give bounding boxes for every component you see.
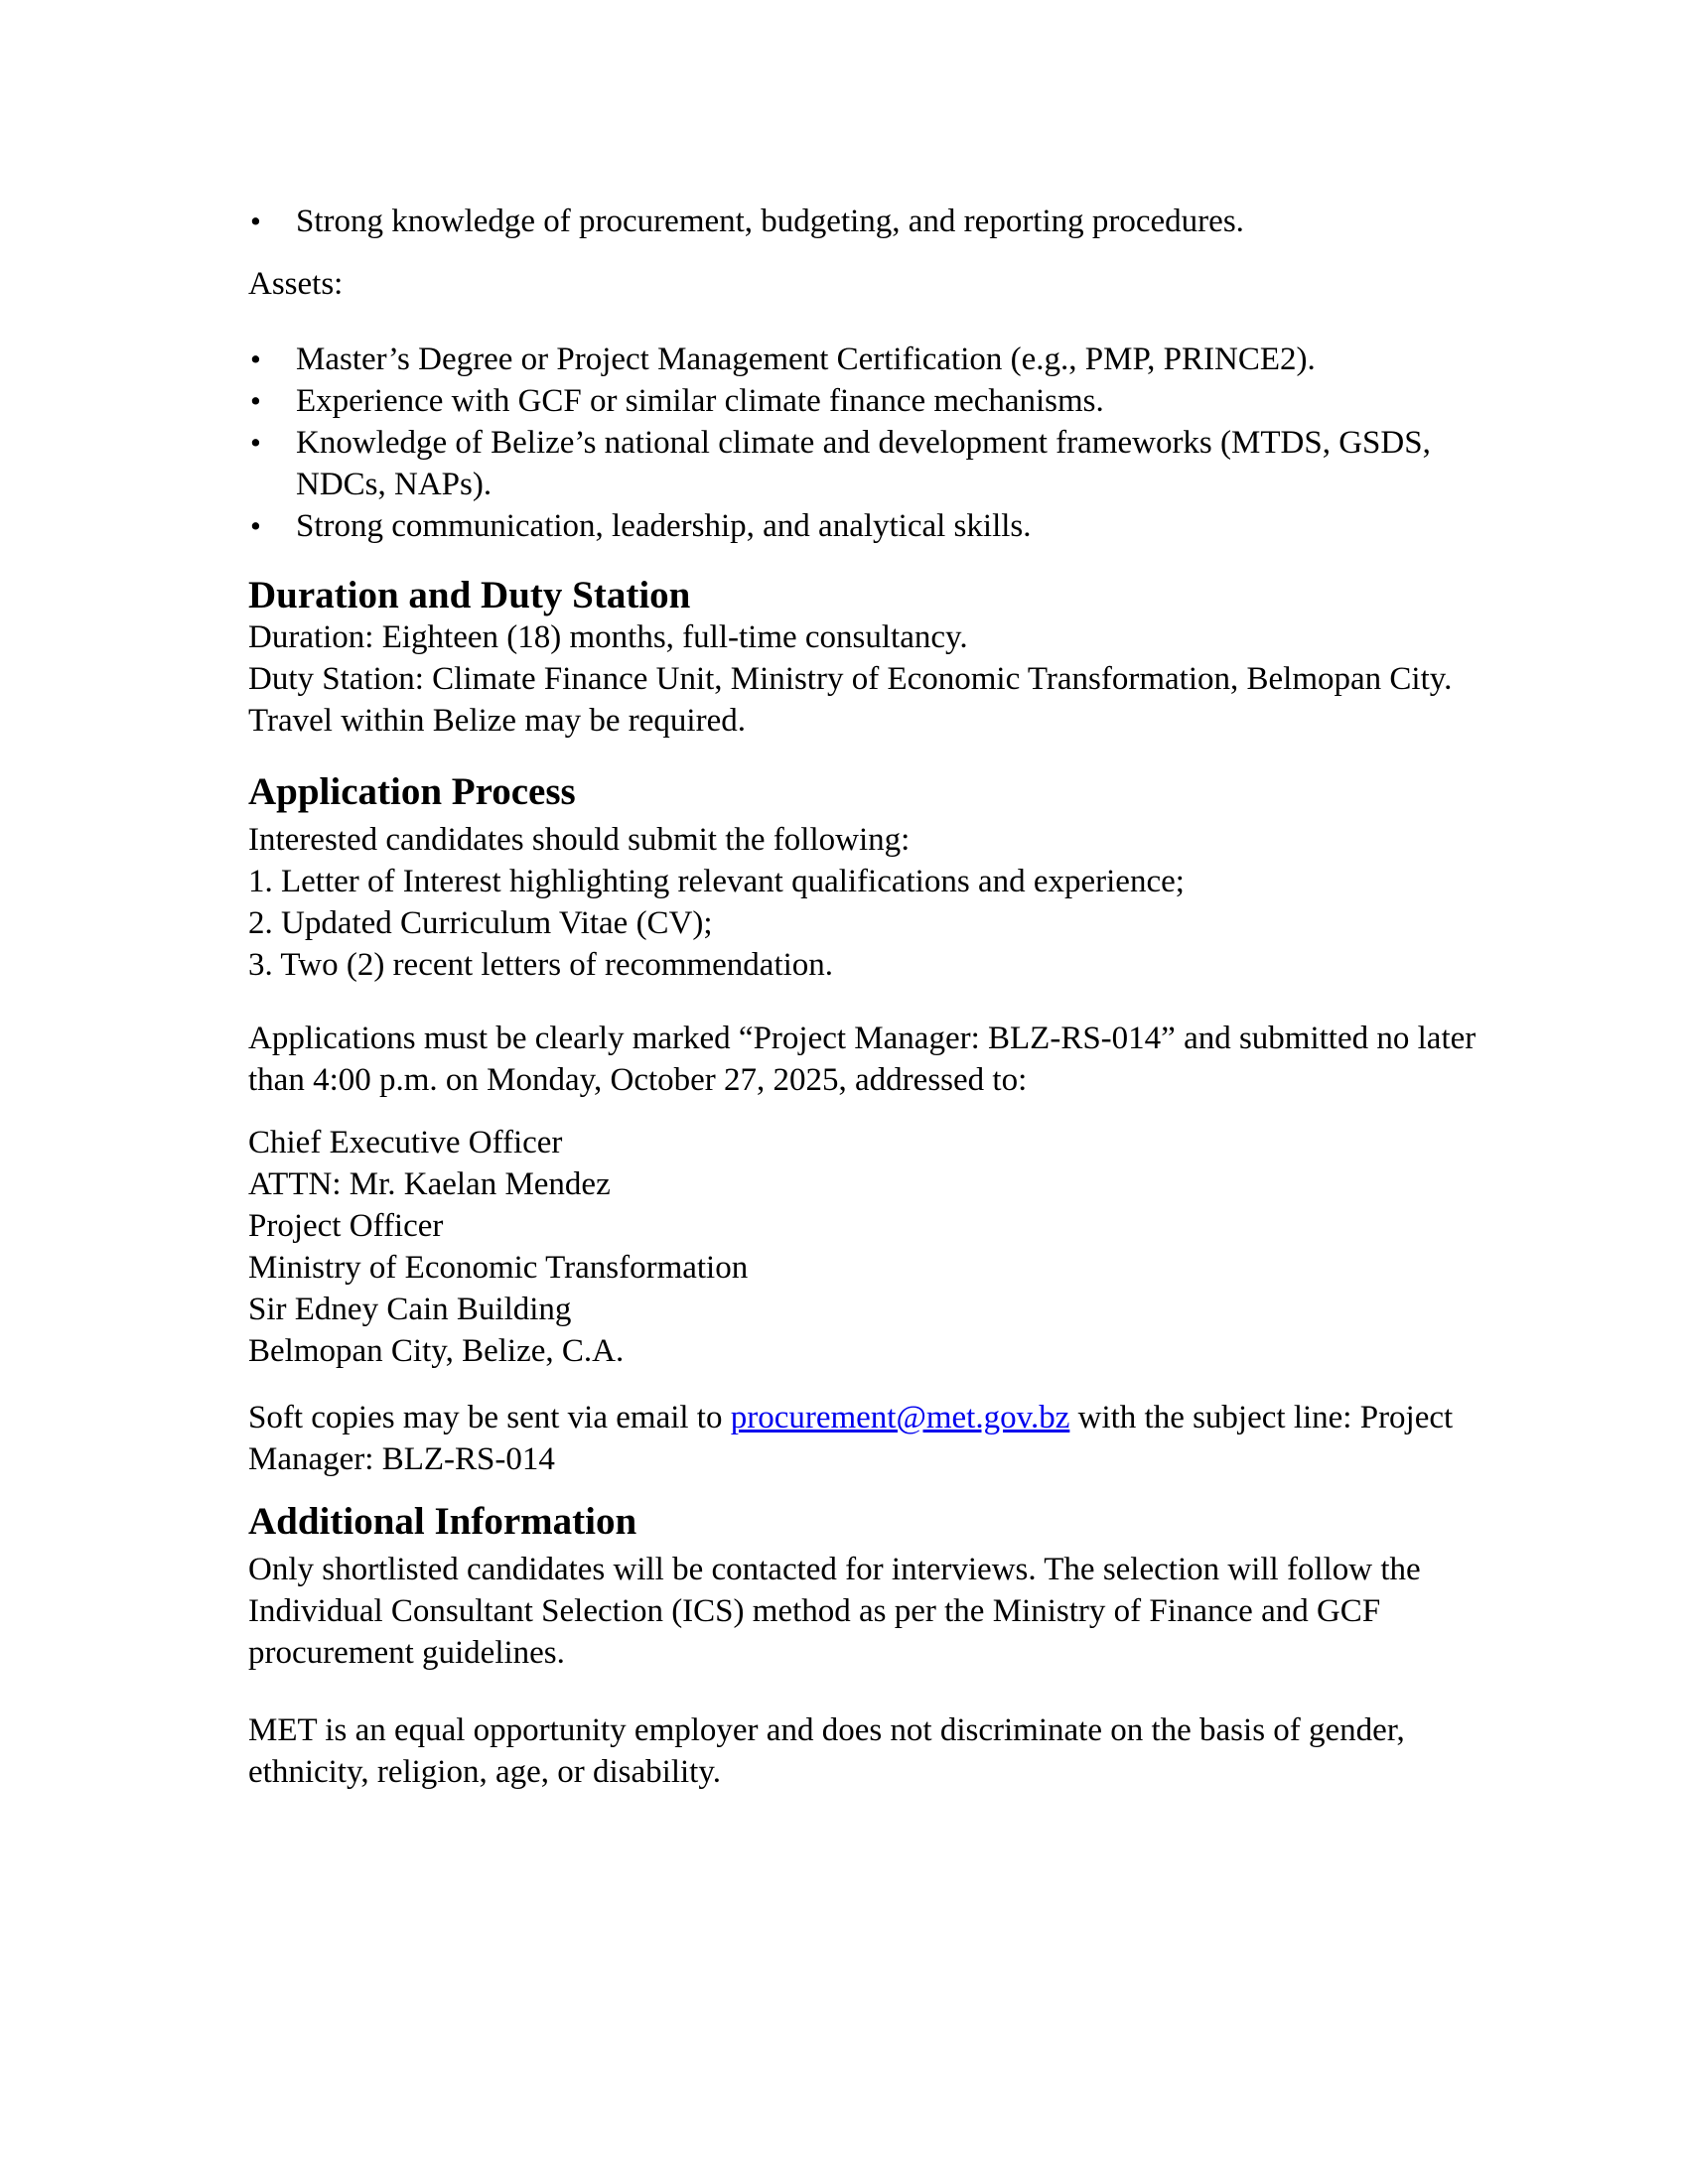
shortlist-paragraph <box>248 1549 1450 1674</box>
section-heading-additional: Additional Information <box>248 1500 637 1543</box>
email-text-before: Soft copies may be sent via email to <box>248 1400 731 1435</box>
text-line: MET is an equal opportunity employer and does not discriminate on the basis of gender, <box>248 1712 1405 1748</box>
address-line: ATTN: Mr. Kaelan Mendez <box>248 1166 611 1202</box>
text-line: procurement guidelines. <box>248 1635 565 1671</box>
section-heading-duration: Duration and Duty Station <box>248 574 691 616</box>
text-line: Manager: BLZ-RS-014 <box>248 1441 555 1477</box>
bullet-icon: • <box>250 383 261 418</box>
text-line: than 4:00 p.m. on Monday, October 27, 2025, addressed to: <box>248 1062 1028 1098</box>
bullet-icon: • <box>250 508 261 543</box>
list-item-text: Strong communication, leadership, and analytical skills. <box>296 508 1032 544</box>
address-line: Sir Edney Cain Building <box>248 1292 572 1327</box>
email-text-after: with the subject line: Project <box>1069 1400 1454 1435</box>
list-item-text: Knowledge of Belize’s national climate and development frameworks (MTDS, GSDS, <box>296 425 1431 461</box>
address-line: Chief Executive Officer <box>248 1125 563 1160</box>
section-heading-application: Application Process <box>248 770 576 813</box>
address-line: Ministry of Economic Transformation <box>248 1250 749 1286</box>
email-link[interactable]: procurement@met.gov.bz <box>730 1400 1070 1435</box>
list-item <box>248 339 1450 380</box>
list-item-text-continued: NDCs, NAPs). <box>296 467 492 502</box>
address-line: Belmopan City, Belize, C.A. <box>248 1333 625 1369</box>
application-intro-paragraph <box>248 819 1450 986</box>
text-line: Travel within Belize may be required. <box>248 703 746 739</box>
list-item <box>248 505 1450 547</box>
list-item <box>248 422 1450 505</box>
bullet-icon: • <box>250 341 261 376</box>
text-line <box>248 1397 1454 1438</box>
numbered-item: 1. Letter of Interest highlighting relevant qualifications and experience; <box>248 864 1185 899</box>
list-item-text: Experience with GCF or similar climate finance mechanisms. <box>296 383 1104 419</box>
numbered-item: 2. Updated Curriculum Vitae (CV); <box>248 905 713 941</box>
bullet-icon: • <box>250 425 261 460</box>
email-paragraph <box>248 1397 1454 1480</box>
marking-paragraph <box>248 1018 1477 1101</box>
list-item-text: Master’s Degree or Project Management Certification (e.g., PMP, PRINCE2). <box>296 341 1316 377</box>
text-line: Only shortlisted candidates will be contacted for interviews. The selection will follow the <box>248 1552 1421 1587</box>
duration-paragraph <box>248 616 1453 742</box>
text-line: Interested candidates should submit the following: <box>248 822 911 858</box>
address-line: Project Officer <box>248 1208 444 1244</box>
list-item-text: Strong knowledge of procurement, budgeting, and reporting procedures. <box>296 204 1244 239</box>
list-item <box>248 380 1450 422</box>
bullet-icon: • <box>250 204 261 238</box>
assets-label: Assets: <box>248 266 344 302</box>
document-body <box>248 201 1477 1793</box>
text-line: Individual Consultant Selection (ICS) method as per the Ministry of Finance and GCF <box>248 1593 1381 1629</box>
assets-bullet-list <box>248 339 1450 547</box>
list-item <box>248 201 1450 242</box>
intro-bullet-list <box>248 201 1450 242</box>
text-line: Duration: Eighteen (18) months, full-time consultancy. <box>248 619 968 655</box>
text-line: Duty Station: Climate Finance Unit, Ministry of Economic Transformation, Belmopan City. <box>248 661 1453 697</box>
address-block <box>248 1122 1450 1372</box>
numbered-item: 3. Two (2) recent letters of recommendation. <box>248 947 834 983</box>
equal-opportunity-paragraph <box>248 1709 1450 1793</box>
text-line: ethnicity, religion, age, or disability. <box>248 1754 721 1790</box>
text-line: Applications must be clearly marked “Project Manager: BLZ-RS-014” and submitted no later <box>248 1021 1477 1056</box>
